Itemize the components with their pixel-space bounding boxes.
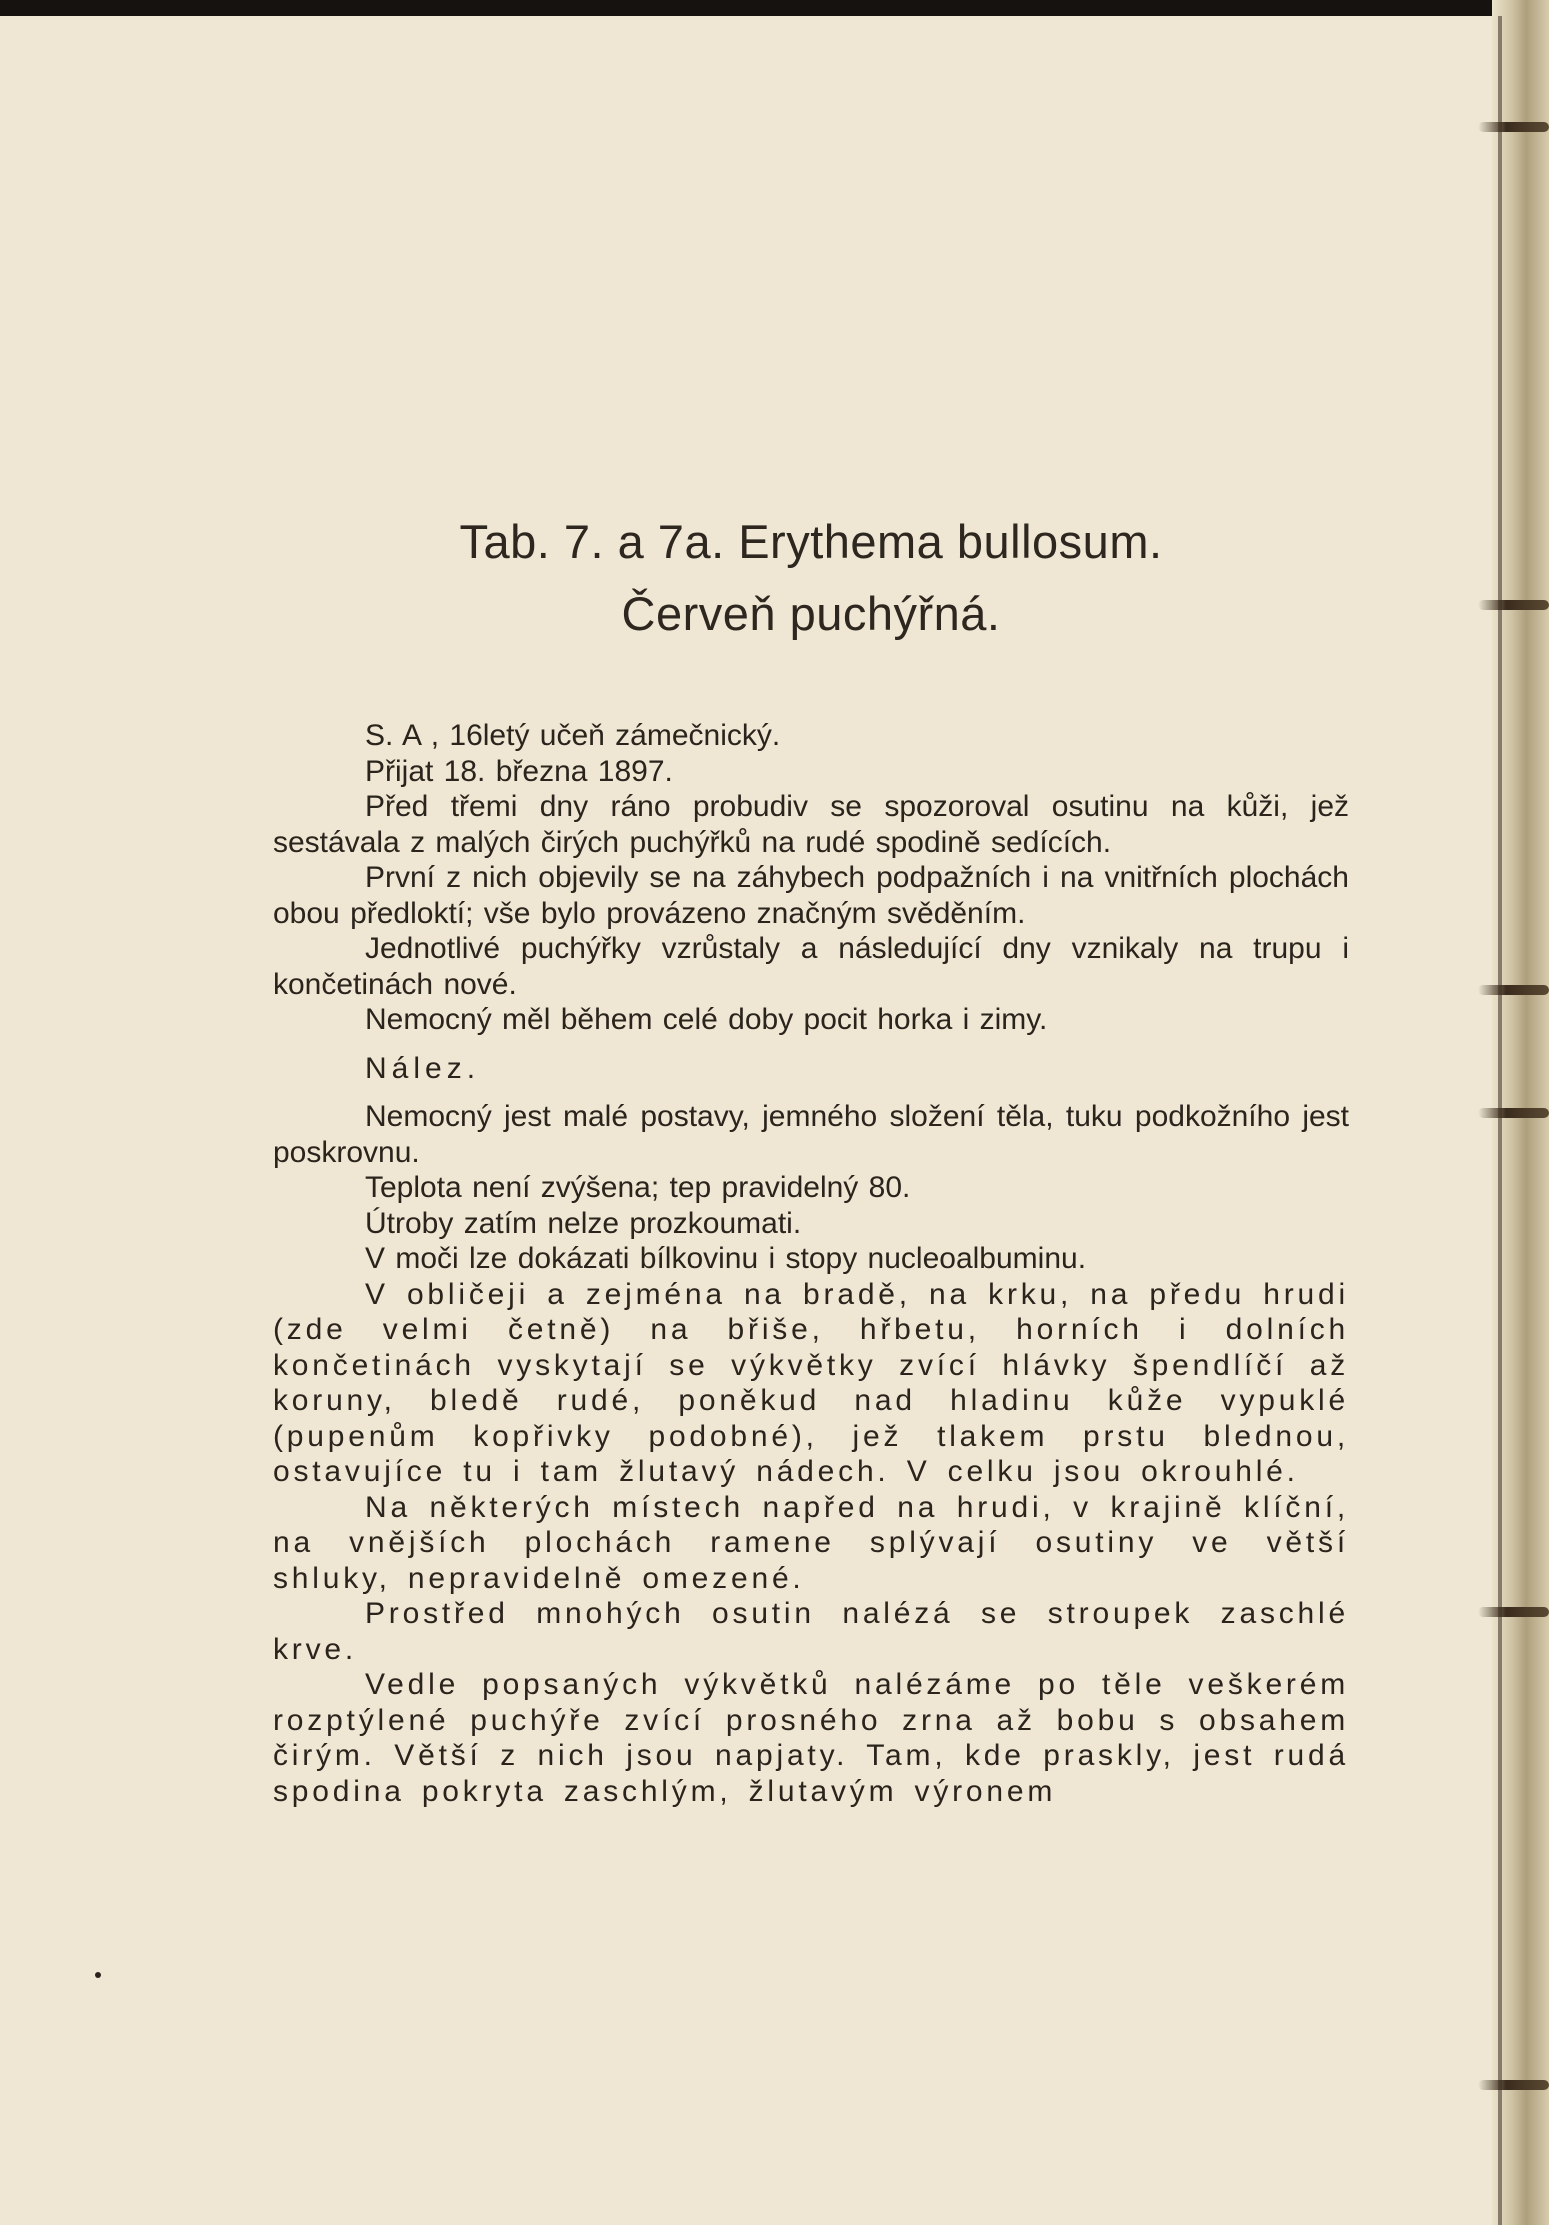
finding-paragraph: V moči lze dokázati bílkovinu i stopy nucleoalbuminu. [365,1242,1087,1275]
paragraph: Před třemi dny ráno probudiv se spozoroval osutinu na kůži, jež sestávala z malých čirých puchýřků na rudé spodině sedících. [273,790,1349,859]
section-heading-findings: Nález. [365,1051,481,1085]
paragraph: Přijat 18. března 1897. [365,754,673,788]
scan-border-top [0,0,1549,16]
paragraph: Nemocný měl během celé doby pocit horka i zimy. [365,1003,1048,1036]
binding-stitch [1478,1108,1549,1118]
page-title-line-1: Tab. 7. a 7a. Erythema bullosum. [459,515,1163,568]
finding-paragraph: Nemocný jest malé postavy, jemného složení těla, tuku podkožního jest poskrovnu. [273,1100,1349,1169]
finding-paragraph: Teplota není zvýšena; tep pravidelný 80. [365,1171,911,1204]
binding-stitch [1478,600,1549,610]
binding-stitch [1478,1607,1549,1617]
paragraph: První z nich objevily se na záhybech podpažních i na vnitřních plochách obou předloktí; vše bylo provázeno značným svěděním. [273,861,1349,930]
binding-stitch [1478,985,1549,995]
binding-stitch [1478,122,1549,132]
binding-stitch [1478,2080,1549,2090]
paragraph: Jednotlivé puchýřky vzrůstaly a následující dny vznikaly na trupu i končetinách nové. [273,932,1349,1001]
case-text [273,718,1349,1809]
finding-paragraph-spaced: Vedle popsaných výkvětků nalézáme po těle veškerém rozptýlené puchýře zvící prosného zrna až bobu s obsahem čirým. Větší z nich jsou napjaty. Tam, kde praskly, jest rudá spodina pokryta zaschlým, žlutavým výronem [273,1668,1349,1808]
gutter-shadow-line [1498,16,1502,2225]
finding-paragraph-spaced: Na některých místech napřed na hrudi, v krajině klíční, na vnějších plochách ramene splývají osutiny ve větší shluky, nepravidelně omezené. [273,1490,1349,1595]
ink-speck [95,1972,101,1978]
finding-paragraph: Útroby zatím nelze prozkoumati. [365,1206,802,1240]
paragraph: S. A , 16letý učeň zámečnický. [365,719,781,752]
page-title-line-2: Červeň puchýřná. [621,587,1001,640]
finding-paragraph-spaced: Prostřed mnohých osutin nalézá se stroupek zaschlé krve. [273,1597,1349,1666]
finding-paragraph-spaced: V obličeji a zejména na bradě, na krku, na předu hrudi (zde velmi četně) na břiše, hřbetu, horních i dolních končetinách vyskytají se výkvětky zvící hlávky špendlíčí až koruny, bledě rudé, poněkud nad hladinu kůže vypuklé (pupenům kopřivky podobné), jež tlakem prstu blednou, ostavujíce tu i tam žlutavý nádech. V celku jsou okrouhlé. [273,1277,1349,1488]
